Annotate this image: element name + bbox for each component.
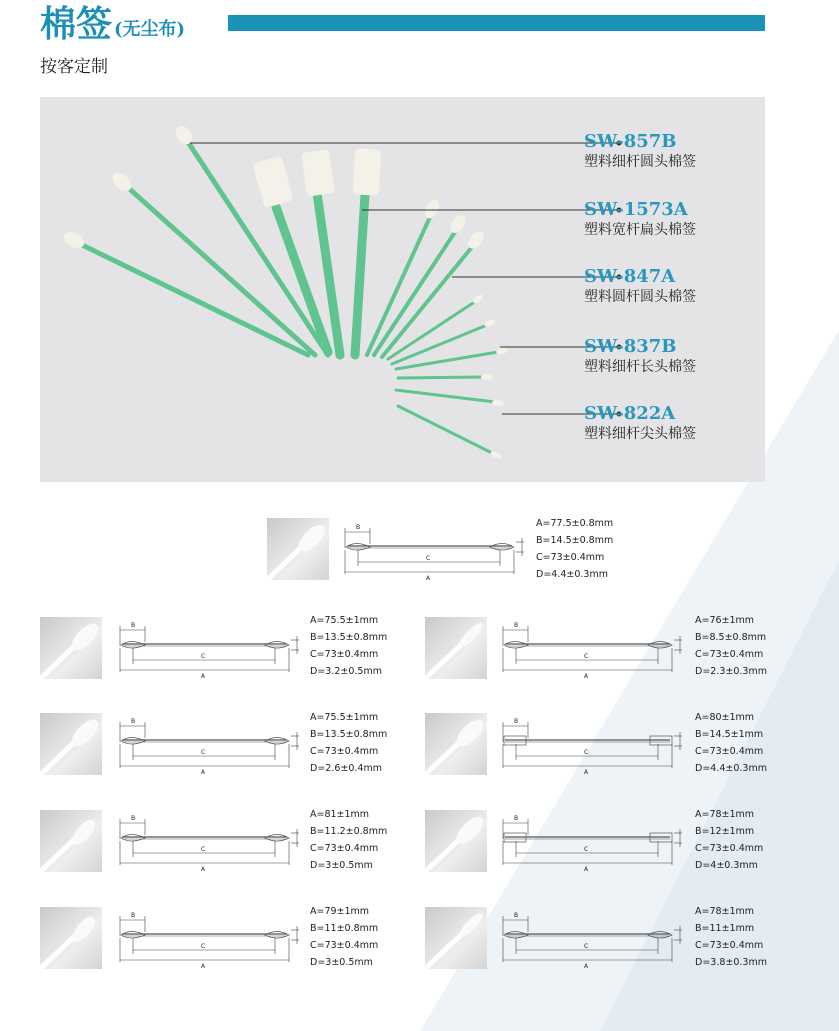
dim-label-a: A — [584, 673, 589, 680]
spec-line: C=73±0.4mm — [310, 746, 379, 757]
dimension-diagram — [500, 811, 685, 877]
dim-label-c: C — [584, 653, 589, 660]
swab-thumbnail — [425, 617, 487, 679]
model-desc: 塑料细杆长头棉签 — [584, 359, 696, 375]
spec-list — [695, 806, 763, 874]
model-code: SW-822A — [584, 403, 676, 424]
spec-line: C=73±0.4mm — [695, 649, 764, 660]
model-code: SW-1573A — [584, 199, 688, 220]
model-desc: 塑料细杆圆头棉签 — [584, 154, 696, 170]
dimension-diagram — [117, 908, 302, 974]
dim-label-a: A — [584, 963, 589, 970]
spec-line: A=75.5±1mm — [310, 615, 379, 626]
swab-thumbnail — [40, 617, 102, 679]
model-desc: 塑料细杆尖头棉签 — [584, 426, 696, 442]
spec-line: C=73±0.4mm — [310, 843, 379, 854]
spec-line: D=2.3±0.3mm — [695, 666, 767, 677]
title-bar — [228, 15, 765, 31]
swab-thumbnail — [425, 907, 487, 969]
spec-line: C=73±0.4mm — [536, 552, 605, 563]
model-desc: 塑料圆杆圆头棉签 — [584, 289, 696, 305]
spec-line: D=3±0.5mm — [310, 957, 373, 968]
page-title — [40, 2, 185, 46]
dim-label-a: A — [584, 866, 589, 873]
model-label-sw-1573a — [584, 199, 696, 239]
dim-label-b: B — [131, 718, 136, 725]
spec-line: A=76±1mm — [695, 615, 755, 626]
model-label-sw-857b — [584, 131, 696, 171]
spec-list — [695, 709, 767, 777]
spec-list — [695, 612, 767, 680]
swab-thumbnail — [425, 713, 487, 775]
dim-label-b: B — [131, 815, 136, 822]
dim-label-b: B — [131, 912, 136, 919]
spec-line: B=13.5±0.8mm — [310, 729, 388, 740]
spec-line: A=78±1mm — [695, 906, 755, 917]
swab-thumbnail — [267, 518, 329, 580]
dim-label-a: A — [584, 769, 589, 776]
spec-line: B=12±1mm — [695, 826, 755, 837]
spec-line: D=3.2±0.5mm — [310, 666, 382, 677]
dimension-diagram — [117, 714, 302, 780]
spec-line: D=4±0.3mm — [695, 860, 758, 871]
dim-label-c: C — [201, 943, 206, 950]
spec-line: A=81±1mm — [310, 809, 370, 820]
dim-label-b: B — [514, 622, 519, 629]
spec-line: A=79±1mm — [310, 906, 370, 917]
spec-line: C=73±0.4mm — [310, 649, 379, 660]
title-main: 棉签 — [40, 3, 113, 45]
spec-line: C=73±0.4mm — [695, 940, 764, 951]
model-code: SW-837B — [584, 336, 677, 357]
spec-line: B=14.5±1mm — [695, 729, 764, 740]
spec-line: D=2.6±0.4mm — [310, 763, 382, 774]
dim-label-a: A — [201, 866, 206, 873]
spec-line: C=73±0.4mm — [310, 940, 379, 951]
spec-line: B=11.2±0.8mm — [310, 826, 388, 837]
model-desc: 塑料宽杆扁头棉签 — [584, 222, 696, 238]
swab-thumbnail — [40, 713, 102, 775]
spec-line: A=78±1mm — [695, 809, 755, 820]
spec-list — [310, 709, 387, 777]
spec-line: D=3.8±0.3mm — [695, 957, 767, 968]
model-label-sw-847a — [584, 266, 696, 306]
dim-label-c: C — [584, 846, 589, 853]
spec-line: C=73±0.4mm — [695, 843, 764, 854]
dim-label-c: C — [584, 943, 589, 950]
spec-list — [310, 612, 387, 680]
swab-thumbnail — [425, 810, 487, 872]
spec-line: B=14.5±0.8mm — [536, 535, 614, 546]
dimension-diagram — [500, 714, 685, 780]
dim-label-a: A — [201, 673, 206, 680]
spec-line: A=80±1mm — [695, 712, 755, 723]
dim-label-b: B — [356, 524, 361, 531]
spec-line: A=75.5±1mm — [310, 712, 379, 723]
dim-label-a: A — [201, 963, 206, 970]
dim-label-c: C — [201, 749, 206, 756]
dim-label-c: C — [201, 846, 206, 853]
page-subtitle: 按客定制 — [40, 57, 108, 77]
dim-label-b: B — [514, 912, 519, 919]
dim-label-a: A — [201, 769, 206, 776]
dim-label-c: C — [426, 555, 431, 562]
spec-list — [310, 806, 387, 874]
spec-line: B=13.5±0.8mm — [310, 632, 388, 643]
dim-label-b: B — [514, 815, 519, 822]
spec-list — [310, 903, 378, 971]
dimension-diagram — [500, 618, 685, 684]
dimension-diagram — [342, 520, 527, 586]
spec-line: C=73±0.4mm — [695, 746, 764, 757]
spec-list — [536, 515, 613, 583]
dim-label-b: B — [514, 718, 519, 725]
swab-thumbnail — [40, 907, 102, 969]
dimension-diagram — [117, 618, 302, 684]
title-note: (无尘布) — [114, 19, 186, 40]
dimension-diagram — [117, 811, 302, 877]
spec-line: B=8.5±0.8mm — [695, 632, 767, 643]
swab-thumbnail — [40, 810, 102, 872]
spec-line: D=3±0.5mm — [310, 860, 373, 871]
spec-line: D=4.4±0.3mm — [695, 763, 767, 774]
model-code: SW-847A — [584, 266, 676, 287]
spec-line: B=11±1mm — [695, 923, 755, 934]
model-label-sw-822a — [584, 403, 696, 443]
model-label-sw-837b — [584, 336, 696, 376]
spec-line: D=4.4±0.3mm — [536, 569, 608, 580]
dimension-diagram — [500, 908, 685, 974]
spec-line: A=77.5±0.8mm — [536, 518, 614, 529]
dim-label-a: A — [426, 575, 431, 582]
model-code: SW-857B — [584, 131, 677, 152]
dim-label-b: B — [131, 622, 136, 629]
dim-label-c: C — [201, 653, 206, 660]
spec-line: B=11±0.8mm — [310, 923, 379, 934]
dim-label-c: C — [584, 749, 589, 756]
spec-list — [695, 903, 767, 971]
